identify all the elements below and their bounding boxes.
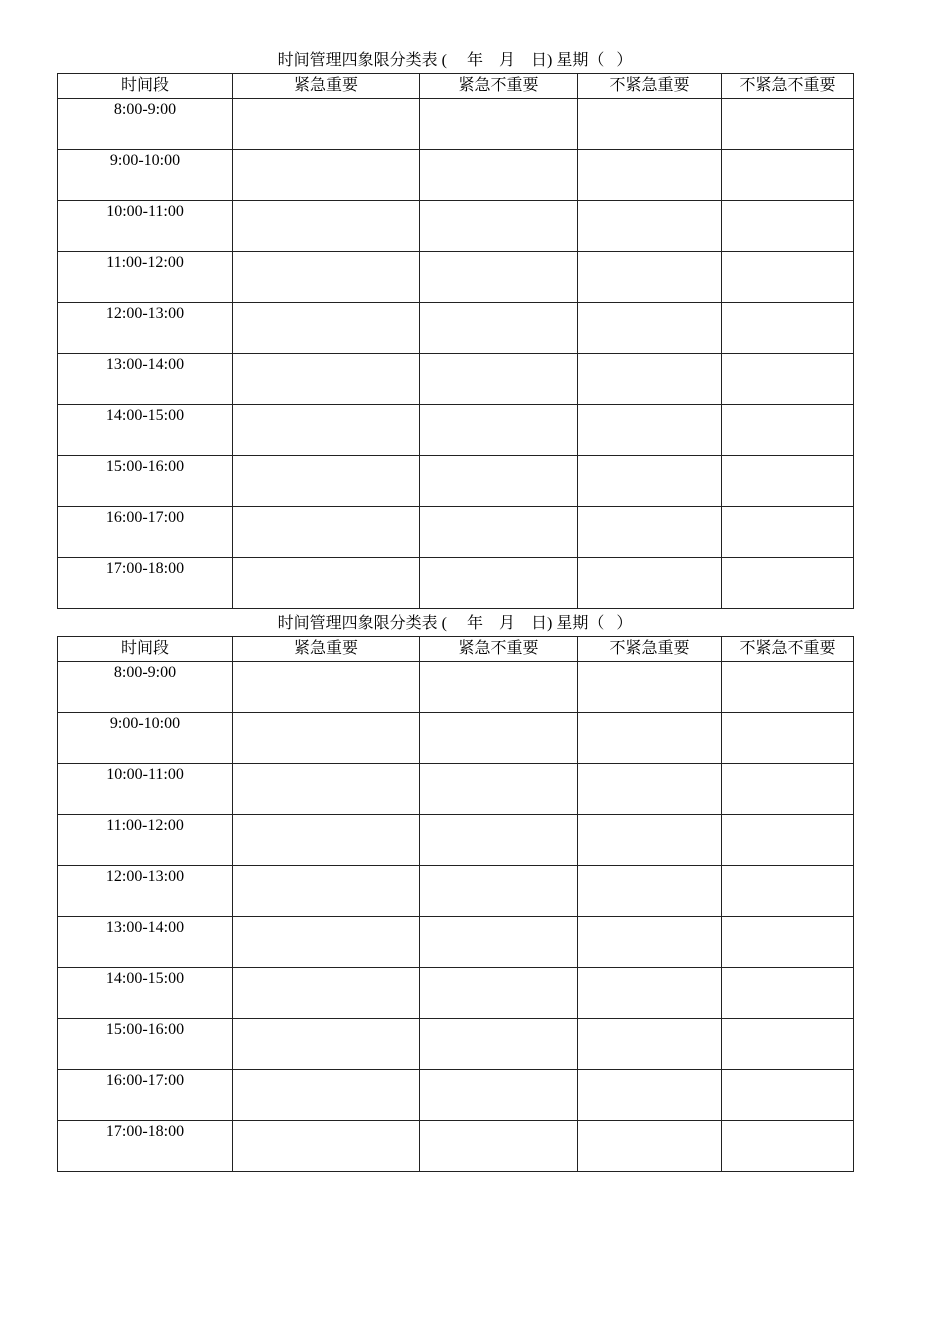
title-month: 月 — [498, 52, 515, 69]
not-urgent-not-important-cell[interactable] — [722, 303, 854, 354]
not-urgent-not-important-cell[interactable] — [722, 713, 854, 764]
time-slot-cell: 17:00-18:00 — [58, 1121, 233, 1172]
schedule-table — [57, 636, 854, 1172]
urgent-not-important-cell[interactable] — [420, 405, 578, 456]
title-close: ） — [616, 615, 633, 632]
time-slot-cell: 12:00-13:00 — [58, 866, 233, 917]
sheet-title — [57, 48, 853, 73]
urgent-important-cell[interactable] — [233, 303, 420, 354]
urgent-not-important-cell[interactable] — [420, 303, 578, 354]
not-urgent-important-cell[interactable] — [578, 405, 722, 456]
not-urgent-not-important-cell[interactable] — [722, 507, 854, 558]
table-row — [58, 558, 854, 609]
title-text: 时间管理四象限分类表 ( — [277, 52, 447, 69]
title-month: 月 — [498, 615, 515, 632]
not-urgent-important-cell[interactable] — [578, 303, 722, 354]
not-urgent-important-cell[interactable] — [578, 252, 722, 303]
not-urgent-important-cell[interactable] — [578, 507, 722, 558]
table-row — [58, 303, 854, 354]
not-urgent-important-cell[interactable] — [578, 1121, 722, 1172]
urgent-not-important-cell[interactable] — [420, 764, 578, 815]
table-row — [58, 866, 854, 917]
not-urgent-important-cell[interactable] — [578, 713, 722, 764]
urgent-important-cell[interactable] — [233, 917, 420, 968]
not-urgent-not-important-cell[interactable] — [722, 354, 854, 405]
header-urgent-not-important: 紧急不重要 — [420, 637, 578, 662]
table-row — [58, 968, 854, 1019]
not-urgent-not-important-cell[interactable] — [722, 558, 854, 609]
urgent-not-important-cell[interactable] — [420, 713, 578, 764]
urgent-important-cell[interactable] — [233, 252, 420, 303]
table-row — [58, 354, 854, 405]
urgent-not-important-cell[interactable] — [420, 201, 578, 252]
title-text: 时间管理四象限分类表 ( — [277, 615, 447, 632]
not-urgent-not-important-cell[interactable] — [722, 405, 854, 456]
not-urgent-not-important-cell[interactable] — [722, 1019, 854, 1070]
time-slot-cell: 11:00-12:00 — [58, 252, 233, 303]
urgent-important-cell[interactable] — [233, 456, 420, 507]
urgent-not-important-cell[interactable] — [420, 662, 578, 713]
not-urgent-important-cell[interactable] — [578, 150, 722, 201]
table-row — [58, 507, 854, 558]
title-day-weekday: 日) 星期（ — [531, 52, 605, 69]
table-row — [58, 99, 854, 150]
urgent-not-important-cell[interactable] — [420, 150, 578, 201]
urgent-important-cell[interactable] — [233, 1121, 420, 1172]
time-slot-cell: 11:00-12:00 — [58, 815, 233, 866]
table-row — [58, 1070, 854, 1121]
table-row — [58, 252, 854, 303]
urgent-important-cell[interactable] — [233, 150, 420, 201]
time-slot-cell: 8:00-9:00 — [58, 99, 233, 150]
table-row — [58, 456, 854, 507]
urgent-not-important-cell[interactable] — [420, 917, 578, 968]
not-urgent-important-cell[interactable] — [578, 866, 722, 917]
not-urgent-not-important-cell[interactable] — [722, 201, 854, 252]
not-urgent-not-important-cell[interactable] — [722, 252, 854, 303]
header-row — [58, 74, 854, 99]
urgent-important-cell[interactable] — [233, 713, 420, 764]
not-urgent-not-important-cell[interactable] — [722, 968, 854, 1019]
time-slot-cell: 14:00-15:00 — [58, 968, 233, 1019]
urgent-important-cell[interactable] — [233, 968, 420, 1019]
not-urgent-important-cell[interactable] — [578, 662, 722, 713]
not-urgent-not-important-cell[interactable] — [722, 456, 854, 507]
table-row — [58, 917, 854, 968]
urgent-not-important-cell[interactable] — [420, 354, 578, 405]
urgent-not-important-cell[interactable] — [420, 456, 578, 507]
not-urgent-not-important-cell[interactable] — [722, 764, 854, 815]
schedule-sheet-2 — [57, 611, 853, 1172]
time-slot-cell: 12:00-13:00 — [58, 303, 233, 354]
schedule-table — [57, 73, 854, 609]
time-slot-cell: 13:00-14:00 — [58, 917, 233, 968]
urgent-important-cell[interactable] — [233, 866, 420, 917]
urgent-important-cell[interactable] — [233, 764, 420, 815]
time-slot-cell: 9:00-10:00 — [58, 150, 233, 201]
table-row — [58, 150, 854, 201]
urgent-not-important-cell[interactable] — [420, 507, 578, 558]
time-slot-cell: 15:00-16:00 — [58, 456, 233, 507]
time-slot-cell: 8:00-9:00 — [58, 662, 233, 713]
not-urgent-important-cell[interactable] — [578, 354, 722, 405]
not-urgent-not-important-cell[interactable] — [722, 1070, 854, 1121]
not-urgent-important-cell[interactable] — [578, 968, 722, 1019]
table-row — [58, 405, 854, 456]
urgent-not-important-cell[interactable] — [420, 252, 578, 303]
title-close: ） — [616, 52, 633, 69]
urgent-not-important-cell[interactable] — [420, 968, 578, 1019]
not-urgent-important-cell[interactable] — [578, 764, 722, 815]
urgent-not-important-cell[interactable] — [420, 1019, 578, 1070]
time-slot-cell: 15:00-16:00 — [58, 1019, 233, 1070]
urgent-not-important-cell[interactable] — [420, 99, 578, 150]
time-slot-cell: 9:00-10:00 — [58, 713, 233, 764]
urgent-not-important-cell[interactable] — [420, 866, 578, 917]
urgent-not-important-cell[interactable] — [420, 815, 578, 866]
urgent-important-cell[interactable] — [233, 1070, 420, 1121]
schedule-sheet-1 — [57, 48, 853, 609]
table-row — [58, 1019, 854, 1070]
urgent-important-cell[interactable] — [233, 405, 420, 456]
urgent-important-cell[interactable] — [233, 1019, 420, 1070]
not-urgent-not-important-cell[interactable] — [722, 662, 854, 713]
header-time-slot: 时间段 — [58, 637, 233, 662]
not-urgent-important-cell[interactable] — [578, 917, 722, 968]
title-year: 年 — [466, 615, 483, 632]
time-slot-cell: 10:00-11:00 — [58, 764, 233, 815]
time-slot-cell: 14:00-15:00 — [58, 405, 233, 456]
not-urgent-important-cell[interactable] — [578, 1019, 722, 1070]
not-urgent-not-important-cell[interactable] — [722, 815, 854, 866]
header-row — [58, 637, 854, 662]
urgent-not-important-cell[interactable] — [420, 1121, 578, 1172]
header-not-urgent-important: 不紧急重要 — [578, 637, 722, 662]
not-urgent-important-cell[interactable] — [578, 815, 722, 866]
title-day-weekday: 日) 星期（ — [531, 615, 605, 632]
not-urgent-not-important-cell[interactable] — [722, 1121, 854, 1172]
table-row — [58, 764, 854, 815]
not-urgent-not-important-cell[interactable] — [722, 99, 854, 150]
urgent-important-cell[interactable] — [233, 354, 420, 405]
urgent-important-cell[interactable] — [233, 662, 420, 713]
urgent-important-cell[interactable] — [233, 558, 420, 609]
header-urgent-important: 紧急重要 — [233, 74, 420, 99]
urgent-not-important-cell[interactable] — [420, 558, 578, 609]
time-slot-cell: 16:00-17:00 — [58, 507, 233, 558]
table-row — [58, 713, 854, 764]
urgent-important-cell[interactable] — [233, 201, 420, 252]
time-slot-cell: 16:00-17:00 — [58, 1070, 233, 1121]
header-not-urgent-important: 不紧急重要 — [578, 74, 722, 99]
title-year: 年 — [466, 52, 483, 69]
urgent-not-important-cell[interactable] — [420, 1070, 578, 1121]
not-urgent-not-important-cell[interactable] — [722, 150, 854, 201]
not-urgent-important-cell[interactable] — [578, 201, 722, 252]
not-urgent-important-cell[interactable] — [578, 558, 722, 609]
header-not-urgent-not-important: 不紧急不重要 — [722, 637, 854, 662]
sheet-title — [57, 611, 853, 636]
not-urgent-not-important-cell[interactable] — [722, 917, 854, 968]
not-urgent-important-cell[interactable] — [578, 99, 722, 150]
header-urgent-not-important: 紧急不重要 — [420, 74, 578, 99]
table-row — [58, 201, 854, 252]
time-slot-cell: 17:00-18:00 — [58, 558, 233, 609]
header-not-urgent-not-important: 不紧急不重要 — [722, 74, 854, 99]
urgent-important-cell[interactable] — [233, 815, 420, 866]
not-urgent-important-cell[interactable] — [578, 1070, 722, 1121]
time-slot-cell: 13:00-14:00 — [58, 354, 233, 405]
table-row — [58, 815, 854, 866]
not-urgent-important-cell[interactable] — [578, 456, 722, 507]
table-row — [58, 1121, 854, 1172]
header-urgent-important: 紧急重要 — [233, 637, 420, 662]
header-time-slot: 时间段 — [58, 74, 233, 99]
table-row — [58, 662, 854, 713]
time-slot-cell: 10:00-11:00 — [58, 201, 233, 252]
not-urgent-not-important-cell[interactable] — [722, 866, 854, 917]
urgent-important-cell[interactable] — [233, 99, 420, 150]
urgent-important-cell[interactable] — [233, 507, 420, 558]
